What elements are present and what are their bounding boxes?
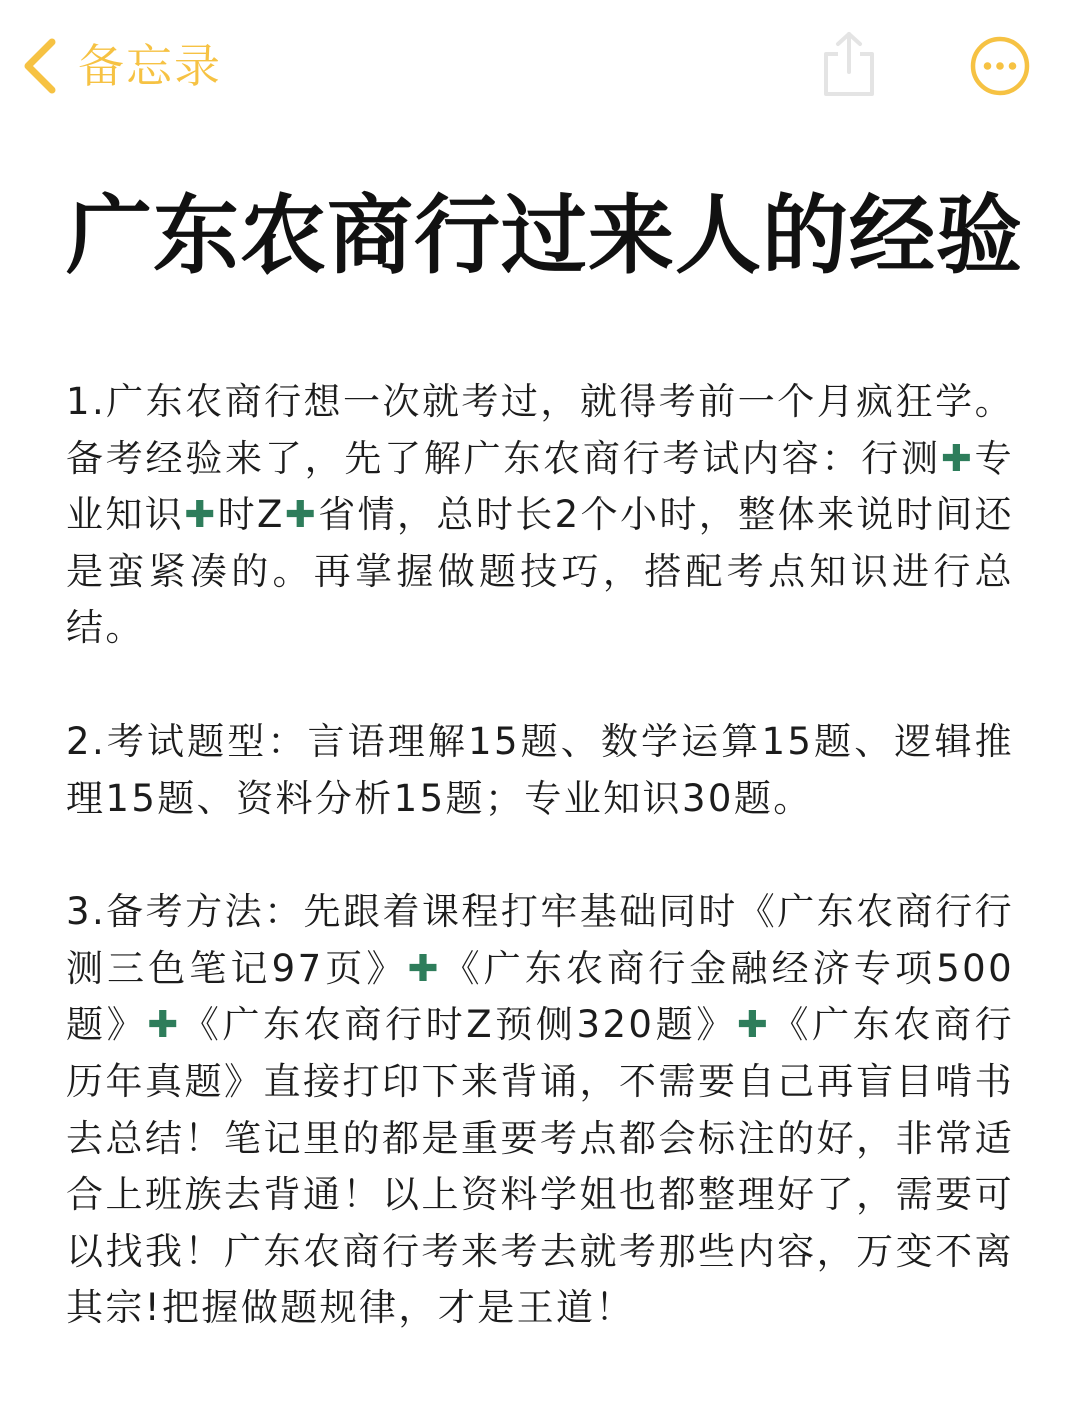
navigation-bar: [0, 0, 1080, 130]
back-button-label: 备忘录: [78, 39, 222, 93]
paragraph-text: 省情，总时长2个小时，整体来说时间还是蛮紧凑的。再掌握做题技巧，搭配考点知识进行总结。: [66, 493, 1014, 650]
plus-icon: ✚: [940, 436, 975, 480]
paragraph-study-method: [66, 884, 1014, 1337]
ellipsis-circle-icon[interactable]: [970, 36, 1030, 96]
plus-icon: ✚: [736, 1003, 772, 1047]
plus-icon: ✚: [147, 1003, 182, 1047]
paragraph-text: 专业知识: [66, 436, 1014, 537]
plus-icon: ✚: [407, 946, 443, 990]
paragraph-text: 《广东农商行金融经济专项500题》: [66, 946, 1015, 1047]
chevron-left-icon: [20, 36, 60, 96]
note-title: 广东农商行过来人的经验: [66, 186, 1023, 286]
note-body: [66, 374, 1014, 1394]
paragraph-text: 3.备考方法：先跟着课程打牢基础同时《广东农商行行测三色笔记97页》: [66, 890, 1014, 990]
paragraph-text: 2.考试题型：言语理解15题、数学运算15题、逻辑推理15题、资料分析15题；专业知识30题。: [66, 719, 1014, 820]
paragraph-exam-content: [66, 374, 1014, 657]
paragraph-question-types: [66, 714, 1014, 827]
paragraph-text: 时Z: [217, 493, 285, 537]
share-icon[interactable]: [818, 30, 880, 98]
paragraph-text: 《广东农商行时Z预侧320题》: [181, 1003, 737, 1047]
paragraph-text: 《广东农商行历年真题》直接打印下来背诵，不需要自己再盲目啃书去总结！笔记里的都是重要考点都会标注的好，非常适合上班族去背通！以上资料学姐也都整理好了，需要可以找我！广东农商行考来考去就考那些内容，万变不离其宗!把握做题规律，才是王道！: [66, 1003, 1015, 1330]
plus-icon: ✚: [184, 493, 218, 537]
paragraph-text: 1.广东农商行想一次就考过，就得考前一个月疯狂学。备考经验来了，先了解广东农商行考试内容：行测: [66, 380, 1014, 480]
back-button[interactable]: [20, 34, 222, 98]
plus-icon: ✚: [284, 493, 319, 537]
